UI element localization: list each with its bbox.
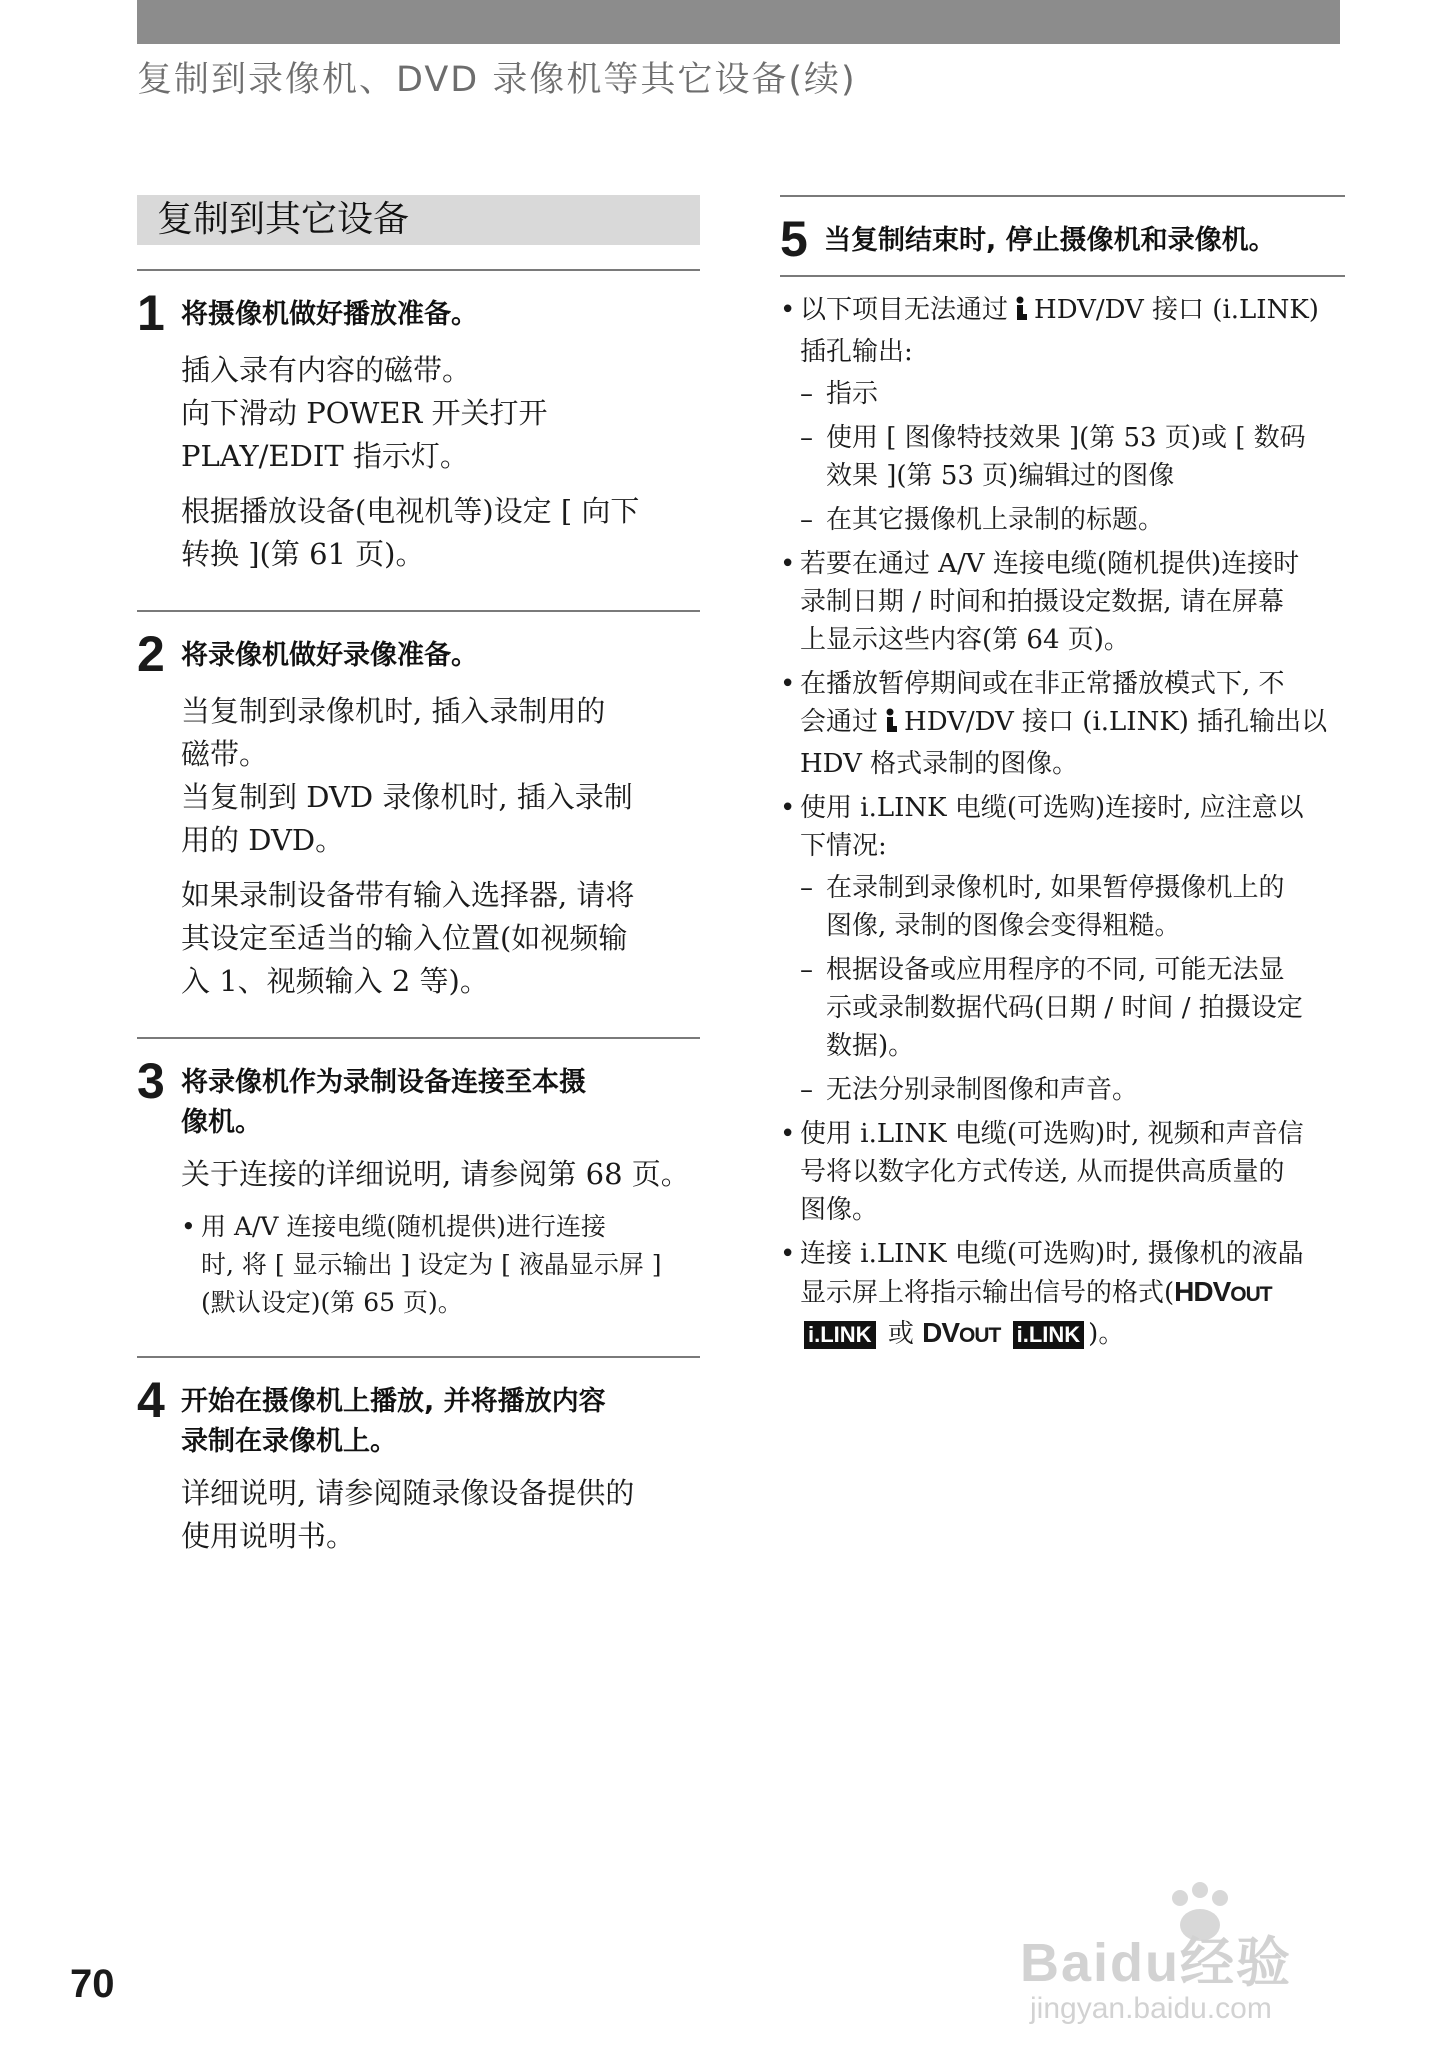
watermark-url: jingyan.baidu.com [1030, 1992, 1272, 2025]
ilink-logo: i.LINK [804, 1321, 876, 1349]
hdv-out-logo: HDVOUT [1174, 1276, 1272, 1307]
step-number: 5 [780, 211, 808, 267]
note-dash-item: – 指示 [800, 379, 879, 409]
watermark-text: Baidu经验 [1020, 1933, 1293, 1993]
ilink-logo: i.LINK [1013, 1321, 1085, 1349]
step-paragraph: 如果录制设备带有输入选择器, 请将 其设定至适当的输入位置(如视频输 入 1、视频输入 2 等)。 [181, 878, 635, 998]
note-dash-item: – 根据设备或应用程序的不同, 可能无法显 示或录制数据代码(日期 / 时间 / 拍摄设定 数据)。 [800, 955, 1303, 1061]
step-paragraph: 关于连接的详细说明, 请参阅第 68 页。 [181, 1157, 690, 1191]
note-bullet: • 使用 i.LINK 电缆(可选购)连接时, 应注意以 下情况: [780, 793, 1304, 861]
watermark [1010, 1880, 1350, 2060]
page-number: 70 [70, 1962, 115, 2006]
step-title: 将录像机作为录制设备连接至本摄 像机。 [181, 1067, 586, 1138]
step-paragraph: 当复制到录像机时, 插入录制用的 磁带。 当复制到 DVD 录像机时, 插入录制 用的 DVD。 [181, 694, 633, 857]
step-number: 3 [137, 1053, 165, 1109]
dv-out-logo: DVOUT [922, 1317, 1001, 1348]
step-number: 2 [137, 626, 165, 682]
note-bullet: • 在播放暂停期间或在非正常播放模式下, 不 会通过 HDV/DV 接口 (i.LINK) 插孔输出以 HDV 格式录制的图像。 [780, 669, 1328, 779]
step-paragraph: 插入录有内容的磁带。 向下滑动 POWER 开关打开 PLAY/EDIT 指示灯。 [181, 353, 548, 473]
step-3 [137, 1039, 700, 1322]
note-dash-item: – 使用 [ 图像特技效果 ](第 53 页)或 [ 数码 效果 ](第 53 页)编辑过的图像 [800, 423, 1306, 491]
left-column [137, 195, 700, 1592]
step-5 [780, 197, 1345, 265]
notes-list [780, 277, 1345, 1355]
step-4 [137, 1358, 700, 1558]
section-heading: 复制到其它设备 [137, 195, 700, 245]
step-paragraph: 根据播放设备(电视机等)设定 [ 向下 转换 ](第 61 页)。 [181, 494, 640, 571]
note-dash-item: – 在录制到录像机时, 如果暂停摄像机上的 图像, 录制的图像会变得粗糙。 [800, 873, 1285, 941]
page-title: 复制到录像机、DVD 录像机等其它设备(续) [137, 60, 857, 100]
step-paragraph: 详细说明, 请参阅随录像设备提供的 使用说明书。 [181, 1476, 635, 1553]
note-bullet: • 使用 i.LINK 电缆(可选购)时, 视频和声音信 号将以数字化方式传送, 从而提供高质量的 图像。 [780, 1119, 1304, 1225]
step-title: 开始在摄像机上播放, 并将播放内容 录制在录像机上。 [181, 1386, 606, 1457]
note-bullet: • 用 A/V 连接电缆(随机提供)进行连接 时, 将 [ 显示输出 ] 设定为 [ 液晶显示屏 ] (默认设定)(第 65 页)。 [181, 1212, 662, 1317]
header-bar [137, 0, 1340, 44]
step-number: 1 [137, 285, 165, 341]
note-bullet: • 以下项目无法通过 HDV/DV 接口 (i.LINK) 插孔输出: [780, 295, 1319, 367]
step-title: 将录像机做好录像准备。 [181, 640, 478, 671]
step-number: 4 [137, 1372, 165, 1428]
ilink-icon [884, 707, 898, 745]
note-bullet: • 连接 i.LINK 电缆(可选购)时, 摄像机的液晶 显示屏上将指示输出信号的格式(HDVOUT i.LINK 或 DVOUT i.LINK )。 [780, 1239, 1304, 1349]
ilink-icon [1014, 295, 1028, 333]
step-2 [137, 612, 700, 1003]
step-title: 将摄像机做好播放准备。 [181, 299, 478, 330]
note-bullet: • 若要在通过 A/V 连接电缆(随机提供)连接时 录制日期 / 时间和拍摄设定数据, 请在屏幕 上显示这些内容(第 64 页)。 [780, 549, 1300, 655]
right-column [780, 195, 1345, 1355]
step-title: 当复制结束时, 停止摄像机和录像机。 [824, 225, 1276, 256]
note-dash-item: – 在其它摄像机上录制的标题。 [800, 505, 1165, 535]
step-1 [137, 271, 700, 576]
note-dash-item: – 无法分别录制图像和声音。 [800, 1075, 1139, 1105]
